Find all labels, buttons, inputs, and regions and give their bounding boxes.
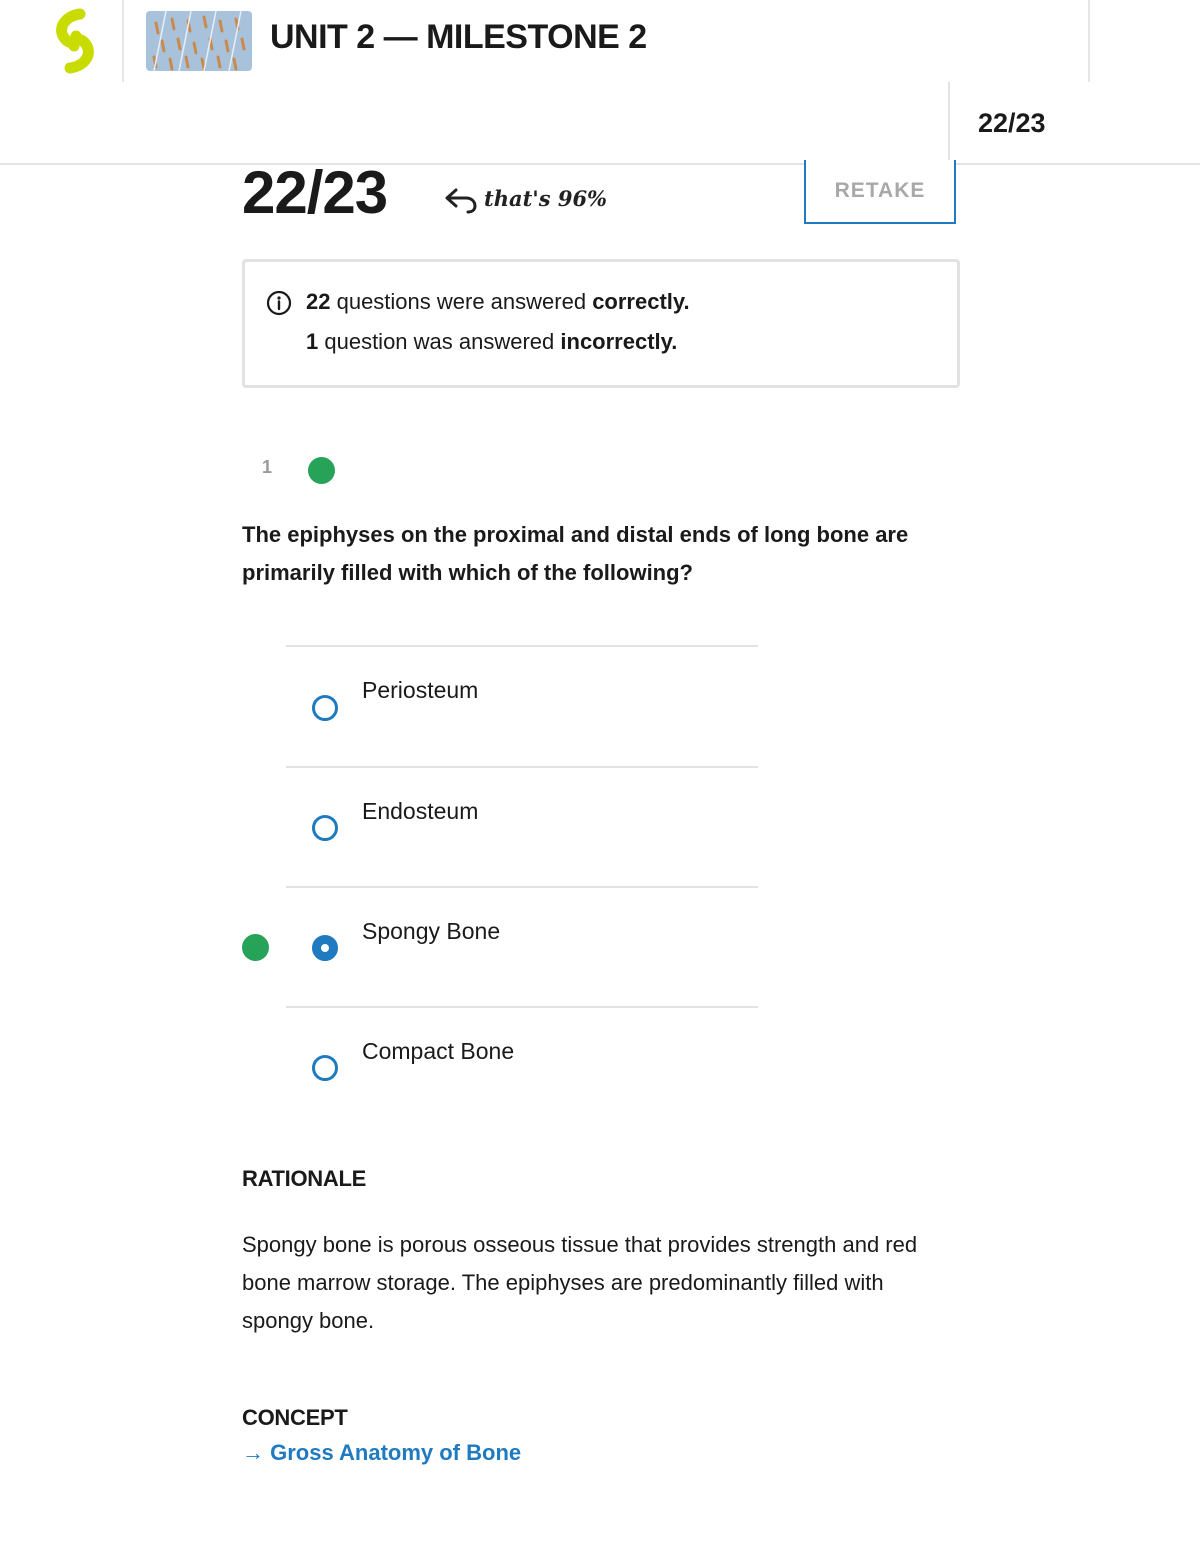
option-label[interactable]: Compact Bone [362, 1038, 515, 1064]
rationale-text: Spongy bone is porous osseous tissue that provides strength and red bone marrow storage. The epiphyses are predominantly filled with spongy bone. [242, 1232, 918, 1333]
header-divider [1088, 0, 1090, 82]
subbar-divider [0, 163, 1200, 165]
incorrect-summary [306, 329, 677, 355]
option-radio-endosteum[interactable] [312, 815, 338, 841]
info-icon [266, 290, 292, 316]
arrow-right-icon: → [242, 1440, 264, 1465]
question-text: The epiphyses on the proximal and distal ends of long bone are primarily filled with which of the following? [242, 522, 909, 585]
option-label[interactable]: Periosteum [362, 677, 479, 703]
option-radio-spongy-bone[interactable] [312, 935, 338, 961]
score-value: 22/23 [242, 159, 388, 226]
curved-arrow-icon [444, 186, 478, 214]
retake-button[interactable]: RETAKE [804, 160, 956, 224]
option-radio-compact-bone[interactable] [312, 1055, 338, 1081]
option-divider [286, 645, 758, 647]
subbar-divider [948, 82, 950, 164]
page-title: UNIT 2 — MILESTONE 2 [270, 18, 647, 56]
score-summary-header: 22/23 [978, 108, 1046, 138]
option-divider [286, 766, 758, 768]
question-number: 1 [262, 457, 273, 477]
results-summary-box [242, 259, 960, 388]
option-divider [286, 1006, 758, 1008]
correct-summary [306, 289, 690, 315]
score-percentage-note: that's 96% [484, 186, 608, 211]
option-divider [286, 886, 758, 888]
concept-link-text[interactable]: Gross Anatomy of Bone [270, 1440, 522, 1465]
correct-answer-dot-icon [242, 934, 269, 961]
sophia-logo-icon[interactable] [40, 8, 110, 74]
correct-text: questions were answered [330, 289, 593, 314]
incorrect-text: question was answered [318, 329, 561, 354]
concept-heading: CONCEPT [242, 1405, 348, 1430]
option-label[interactable]: Spongy Bone [362, 918, 501, 944]
rationale-heading: RATIONALE [242, 1166, 366, 1191]
correct-word: correctly. [592, 289, 690, 314]
unit-thumbnail-image [146, 11, 252, 71]
header-divider [122, 0, 124, 82]
correct-count: 22 [306, 289, 331, 314]
option-label[interactable]: Endosteum [362, 798, 479, 824]
incorrect-word: incorrectly. [560, 329, 678, 354]
incorrect-count: 1 [306, 329, 319, 354]
concept-link[interactable] [242, 1440, 521, 1466]
correct-status-dot-icon [308, 457, 335, 484]
option-radio-periosteum[interactable] [312, 695, 338, 721]
